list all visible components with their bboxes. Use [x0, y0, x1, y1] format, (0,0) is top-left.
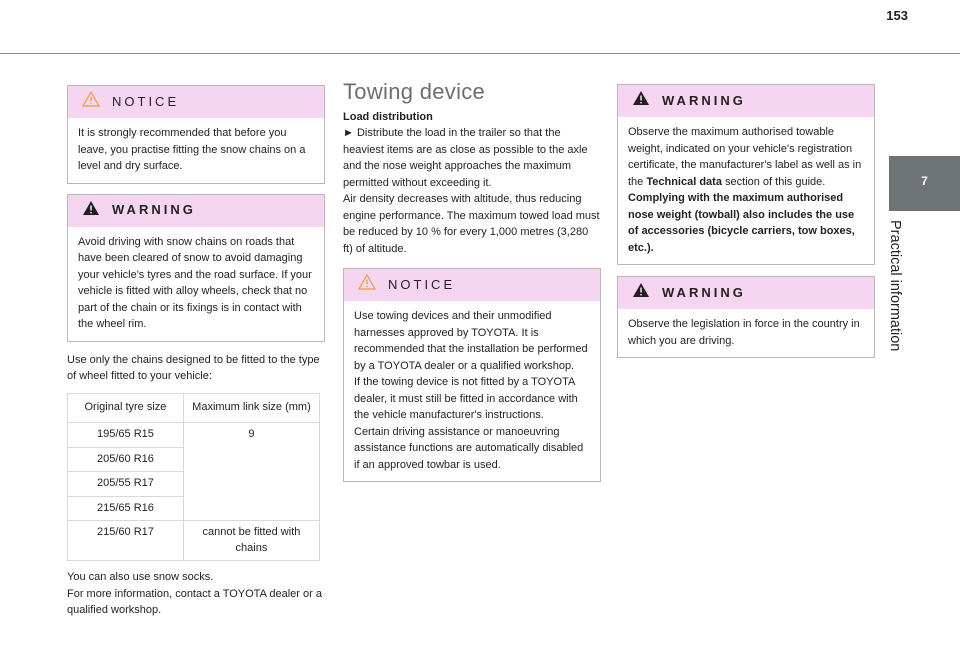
warning-title: WARNING — [112, 202, 196, 218]
technical-data-ref: Technical data — [646, 175, 722, 188]
subheading: Load distribution — [343, 110, 433, 123]
table-row — [68, 423, 320, 448]
warning-triangle-icon — [632, 90, 650, 112]
right-column — [617, 84, 875, 358]
table-cell: 9 — [183, 423, 319, 521]
header-divider — [0, 53, 960, 54]
table-cell: 205/55 R17 — [68, 472, 184, 497]
warning-text-part: Observe the maximum authorised towable weight, indicated on your vehicle's registration certificate, the manufacturer's label as well as in the — [628, 126, 862, 188]
table-header: Original tyre size — [68, 393, 184, 423]
table-cell: 215/65 R16 — [68, 496, 184, 521]
notice-text: Use towing devices and their unmodified harnesses approved by TOYOTA. It is recommended that the installation be performed by a TOYOTA dealer or a qualified workshop. — [354, 310, 588, 372]
bullet-text: Distribute the load in the trailer so that the heaviest items are as close as possible to the axle and the nose weight approaches the maximum permitted without exceeding it. — [343, 127, 588, 189]
table-cell: 215/60 R17 — [68, 521, 184, 561]
warning-text: Observe the legislation in force in the country in which you are driving. — [628, 318, 860, 347]
notice-box — [343, 268, 601, 482]
altitude-text: Air density decreases with altitude, thus reducing engine performance. The maximum towed load must be reduced by 10 % for every 1,000 metres (3,280 ft) of altitude. — [343, 193, 600, 255]
bullet-item — [343, 125, 601, 191]
chapter-label-text: Practical information — [887, 220, 903, 352]
warning-header — [68, 195, 324, 227]
chapter-label — [889, 212, 913, 372]
table-cell: cannot be fitted with chains — [183, 521, 319, 561]
caution-triangle-icon — [82, 91, 100, 113]
notice-title: NOTICE — [388, 276, 456, 292]
table-cell: 195/65 R15 — [68, 423, 184, 448]
left-column — [67, 85, 325, 619]
notice-text: Certain driving assistance or manoeuvring assistance functions are automatically disabled if an approved towbar is used. — [354, 425, 584, 471]
snow-socks-text: You can also use snow socks. — [67, 571, 214, 583]
notice-text: If the towing device is not fitted by a TOYOTA dealer, it must still be fitted in accordance with the vehicle manufacturer's instructions. — [354, 376, 578, 421]
warning-header — [618, 85, 874, 117]
notice-box — [67, 85, 325, 184]
contact-text: For more information, contact a TOYOTA dealer or a qualified workshop. — [67, 587, 322, 616]
caution-triangle-icon — [358, 274, 376, 296]
warning-triangle-icon — [632, 282, 650, 304]
middle-column — [343, 79, 601, 482]
table-row — [68, 521, 320, 561]
warning-title: WARNING — [662, 92, 746, 108]
warning-strong-text: Complying with the maximum authorised nose weight (towball) also includes the use of accessories (bicycle carriers, tow boxes, etc.). — [628, 192, 855, 254]
warning-title: WARNING — [662, 284, 746, 300]
chapter-tab[interactable]: 7 — [889, 156, 960, 211]
bullet-arrow-icon: ► — [343, 127, 354, 139]
warning-box — [67, 194, 325, 342]
table-cell: 205/60 R16 — [68, 447, 184, 472]
warning-triangle-icon — [82, 200, 100, 222]
warning-header — [618, 277, 874, 309]
notice-header — [344, 269, 600, 301]
notice-title: NOTICE — [112, 93, 180, 109]
warning-text: Avoid driving with snow chains on roads that have been cleared of snow to avoid damaging your vehicle's tyres and the road surface. If your vehicle is fitted with alloy wheels, check that no part of the chain or its fixings is in contact with the wheel rim. — [78, 235, 312, 330]
table-header: Maximum link size (mm) — [183, 393, 319, 423]
notice-text: It is strongly recommended that before you leave, you practise fitting the snow chains on a level and dry surface. — [78, 127, 306, 172]
warning-box — [617, 84, 875, 265]
warning-text — [628, 124, 864, 190]
snow-chain-table — [67, 393, 320, 562]
warning-box — [617, 276, 875, 358]
notice-header — [68, 86, 324, 118]
chains-intro: Use only the chains designed to be fitted to the type of wheel fitted to your vehicle: — [67, 353, 320, 382]
warning-text-part: section of this guide. — [721, 175, 826, 188]
table-header-row — [68, 393, 320, 423]
section-title: Towing device — [343, 79, 486, 104]
page-number: 153 — [886, 8, 908, 23]
